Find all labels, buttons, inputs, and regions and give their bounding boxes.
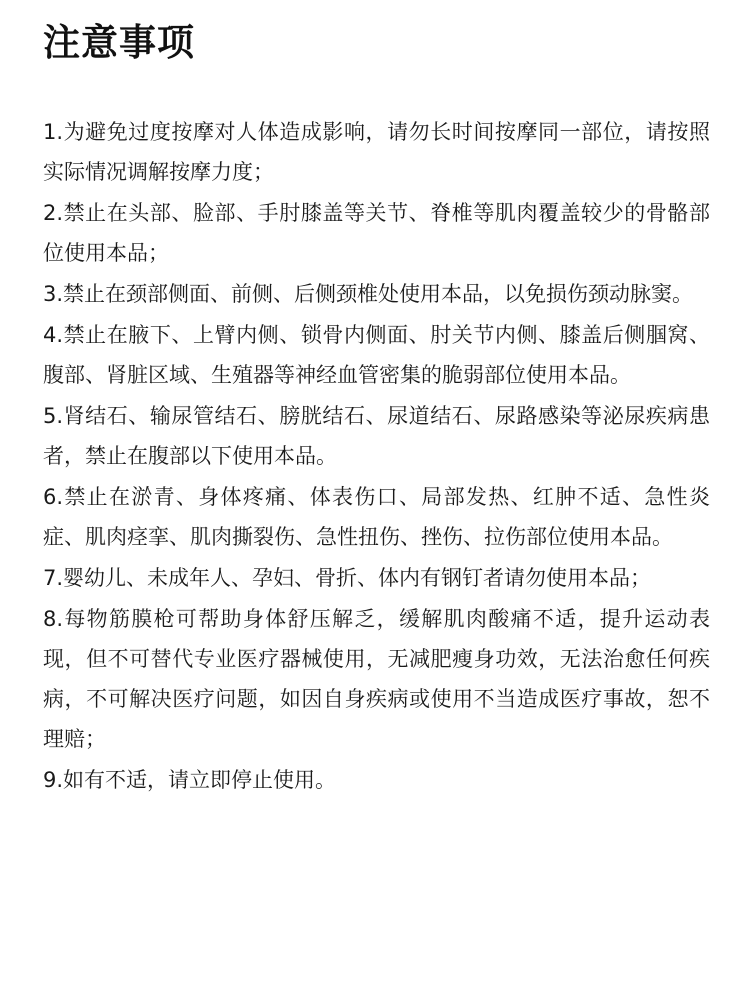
notice-item-6: 6.禁止在淤青、身体疼痛、体表伤口、局部发热、红肿不适、急性炎症、肌肉痉挛、肌肉撕裂伤、急性扭伤、挫伤、拉伤部位使用本品。 (43, 485, 710, 549)
notice-item-8: 8.每物筋膜枪可帮助身体舒压解乏，缓解肌肉酸痛不适，提升运动表现，但不可替代专业医疗器械使用，无减肥瘦身功效，无法治愈任何疾病，不可解决医疗问题，如因自身疾病或使用不当造成医疗事故，恕不理赔； (43, 607, 710, 751)
notice-item-2: 2.禁止在头部、脸部、手肘膝盖等关节、脊椎等肌肉覆盖较少的骨骼部位使用本品； (43, 201, 710, 265)
notice-item-5: 5.肾结石、输尿管结石、膀胱结石、尿道结石、尿路感染等泌尿疾病患者，禁止在腹部以下使用本品。 (43, 404, 710, 468)
notice-list (43, 112, 710, 800)
notice-item-3: 3.禁止在颈部侧面、前侧、后侧颈椎处使用本品，以免损伤颈动脉窦。 (43, 282, 694, 306)
notice-item-1: 1.为避免过度按摩对人体造成影响，请勿长时间按摩同一部位，请按照实际情况调解按摩力度； (43, 120, 710, 184)
page-title: 注意事项 (43, 21, 195, 64)
notice-item-4: 4.禁止在腋下、上臂内侧、锁骨内侧面、肘关节内侧、膝盖后侧腘窝、腹部、肾脏区域、生殖器等神经血管密集的脆弱部位使用本品。 (43, 323, 710, 387)
notice-item-9: 9.如有不适，请立即停止使用。 (43, 768, 337, 792)
notice-item-7: 7.婴幼儿、未成年人、孕妇、骨折、体内有钢钉者请勿使用本品； (43, 566, 652, 590)
